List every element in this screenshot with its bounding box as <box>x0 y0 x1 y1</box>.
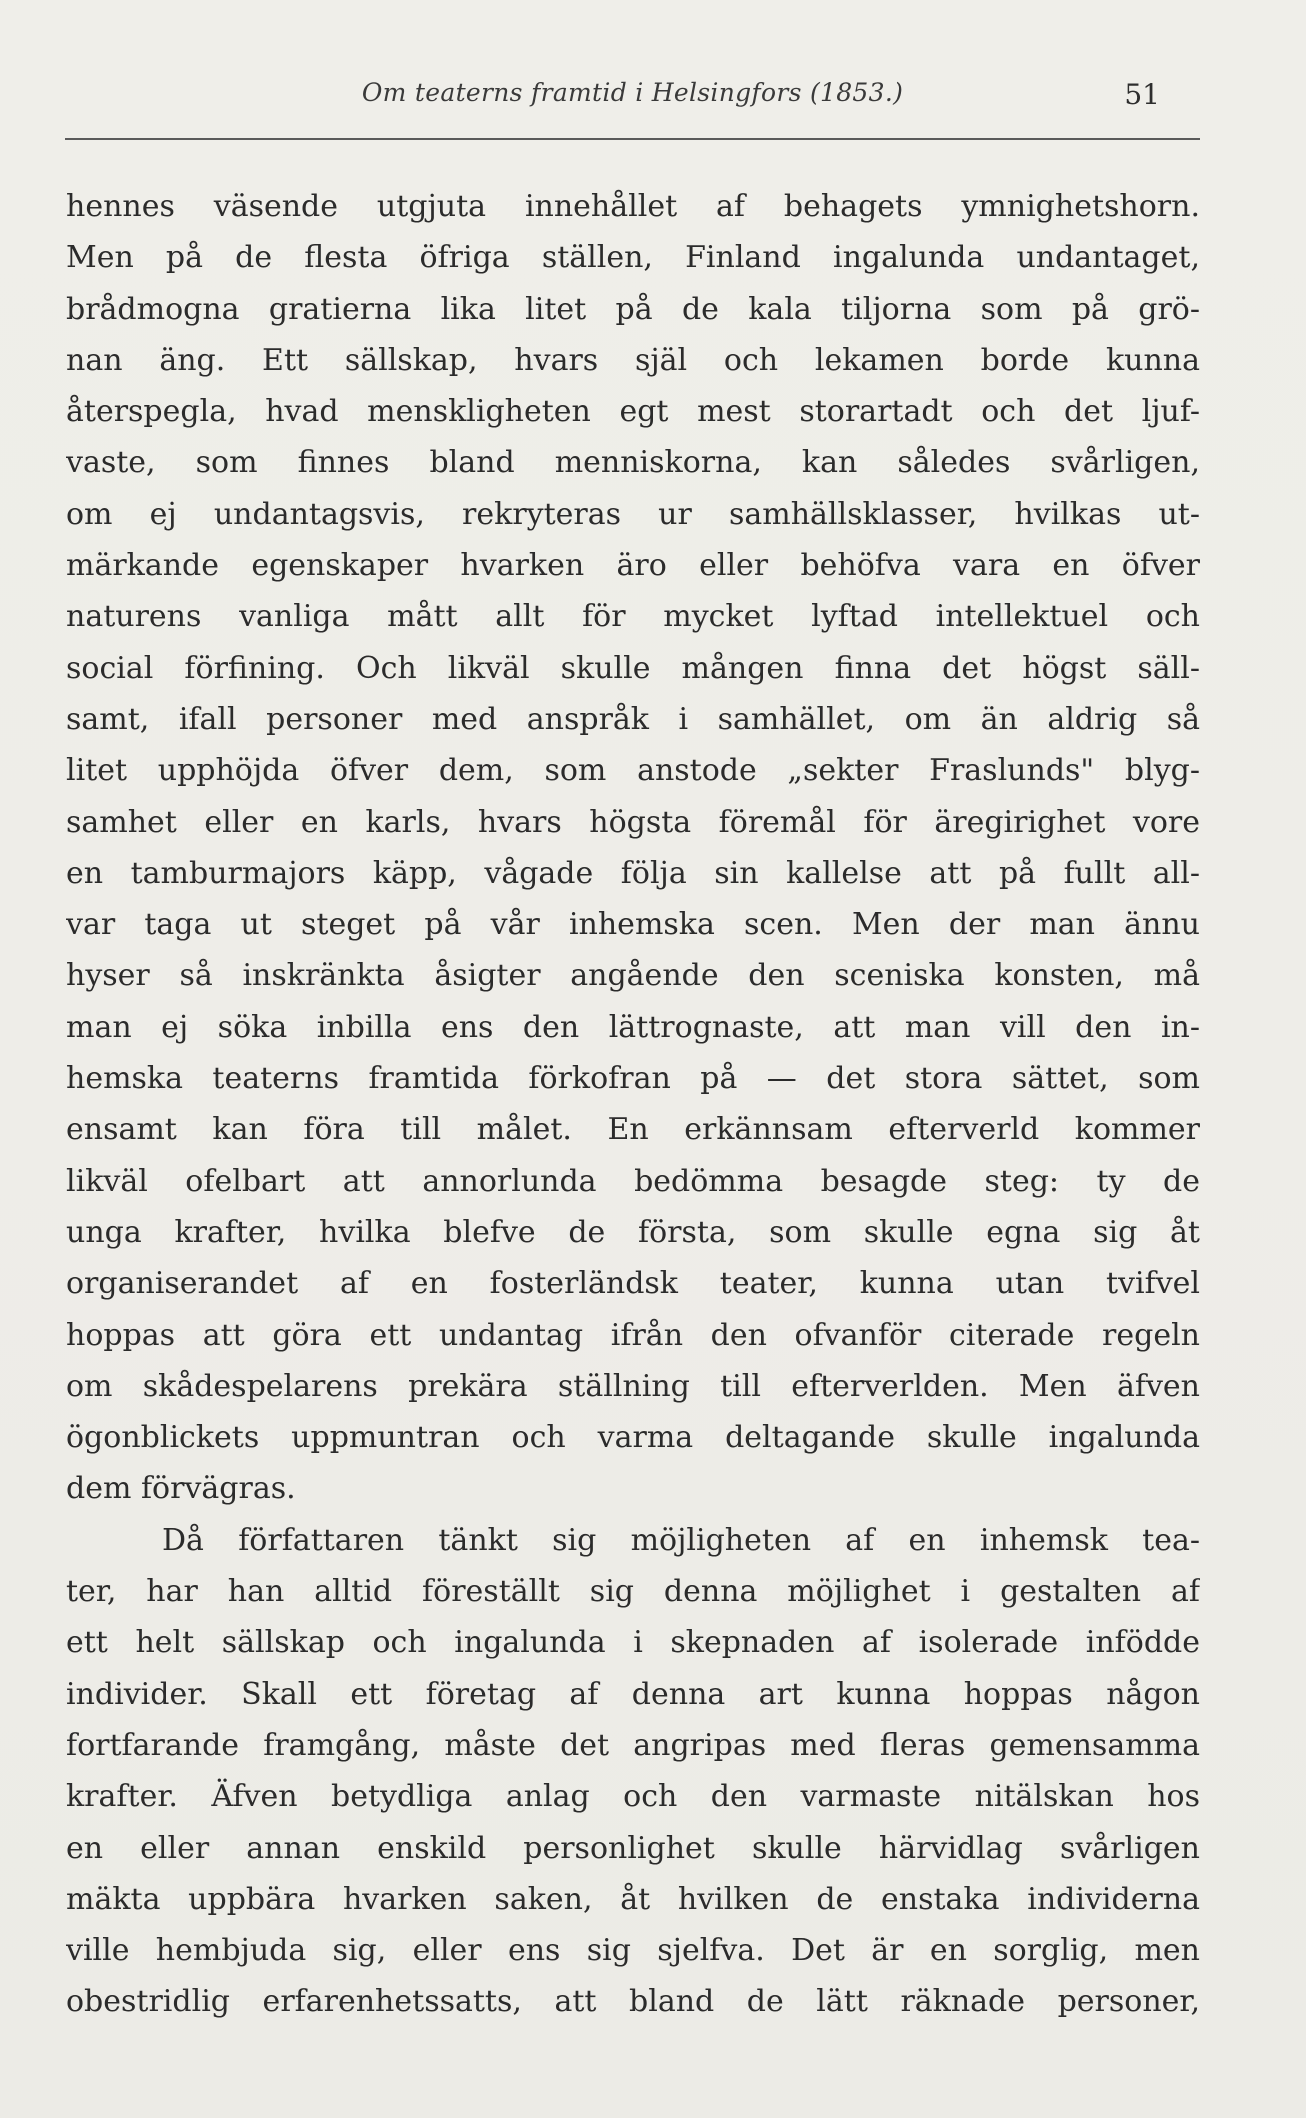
text-line: en tamburmajors käpp, vågade följa sin kallelse att på fullt all- <box>66 855 1200 891</box>
text-line: naturens vanliga mått allt för mycket lyftad intellektuel och <box>66 599 1200 635</box>
text-line: samt, ifall personer med anspråk i samhället, om än aldrig så <box>66 701 1200 737</box>
text-line: ville hembjuda sig, eller ens sig sjelfva. Det är en sorglig, men <box>66 1933 1200 1969</box>
text-line: hyser så inskränkta åsigter angående den sceniska konsten, må <box>66 958 1200 994</box>
text-line: brådmogna gratierna lika litet på de kala tiljorna som på grö- <box>66 291 1200 327</box>
text-line: var taga ut steget på vår inhemska scen. Men der man ännu <box>66 907 1200 943</box>
text-line: ensamt kan föra till målet. En erkännsam efterverld kommer <box>66 1112 1200 1148</box>
text-line: vaste, som finnes bland menniskorna, kan således svårligen, <box>66 445 1200 481</box>
text-line: man ej söka inbilla ens den lättrognaste, att man vill den in- <box>66 1009 1200 1045</box>
text-line: organiserandet af en fosterländsk teater, kunna utan tvifvel <box>66 1266 1200 1302</box>
paragraph-last-line: dem förvägras. <box>66 1471 296 1507</box>
text-line: om skådespelarens prekära ställning till efterverlden. Men äfven <box>66 1368 1200 1404</box>
text-line: hoppas att göra ett undantag ifrån den ofvanför citerade regeln <box>66 1317 1200 1353</box>
text-line: ett helt sällskap och ingalunda i skepnaden af isolerade infödde <box>66 1625 1200 1661</box>
text-line: Men på de flesta öfriga ställen, Finland ingalunda undantaget, <box>66 240 1200 276</box>
page-number: 51 <box>1124 78 1160 111</box>
running-head <box>65 78 1200 118</box>
text-line: hemska teaterns framtida förkofran på — det stora sättet, som <box>66 1061 1200 1097</box>
text-line: ter, har han alltid föreställt sig denna möjlighet i gestalten af <box>66 1574 1200 1610</box>
text-line: social förfining. Och likväl skulle mången finna det högst säll- <box>66 650 1200 686</box>
text-line: mäkta uppbära hvarken saken, åt hvilken de enstaka individerna <box>66 1881 1200 1917</box>
text-line: likväl ofelbart att annorlunda bedömma besagde steg: ty de <box>66 1163 1200 1199</box>
text-line: återspegla, hvad menskligheten egt mest storartadt och det ljuf- <box>66 394 1200 430</box>
text-line: individer. Skall ett företag af denna art kunna hoppas någon <box>66 1676 1200 1712</box>
text-line: nan äng. Ett sällskap, hvars själ och lekamen borde kunna <box>66 342 1200 378</box>
text-line: krafter. Äfven betydliga anlag och den varmaste nitälskan hos <box>66 1779 1200 1815</box>
text-line: märkande egenskaper hvarken äro eller behöfva vara en öfver <box>66 548 1200 584</box>
text-line: fortfarande framgång, måste det angripas med fleras gemensamma <box>66 1727 1200 1763</box>
text-line: litet upphöjda öfver dem, som anstode „sekter Fraslunds" blyg- <box>66 753 1200 789</box>
paragraph-first-line: Då författaren tänkt sig möjligheten af en inhemsk tea- <box>162 1522 1200 1558</box>
text-line: obestridlig erfarenhetssatts, att bland de lätt räknade personer, <box>66 1984 1200 2020</box>
text-line: samhet eller en karls, hvars högsta föremål för äregirighet vore <box>66 804 1200 840</box>
running-title: Om teaterns framtid i Helsingfors (1853.) <box>361 78 904 107</box>
text-line: hennes väsende utgjuta innehållet af behagets ymnighetshorn. <box>66 189 1200 224</box>
header-rule <box>65 138 1200 140</box>
text-line: unga krafter, hvilka blefve de första, som skulle egna sig åt <box>66 1214 1200 1250</box>
body-text <box>66 181 1200 2028</box>
text-line: om ej undantagsvis, rekryteras ur samhällsklasser, hvilkas ut- <box>66 496 1200 532</box>
text-line: en eller annan enskild personlighet skulle härvidlag svårligen <box>66 1830 1200 1866</box>
text-line: ögonblickets uppmuntran och varma deltagande skulle ingalunda <box>66 1420 1200 1456</box>
